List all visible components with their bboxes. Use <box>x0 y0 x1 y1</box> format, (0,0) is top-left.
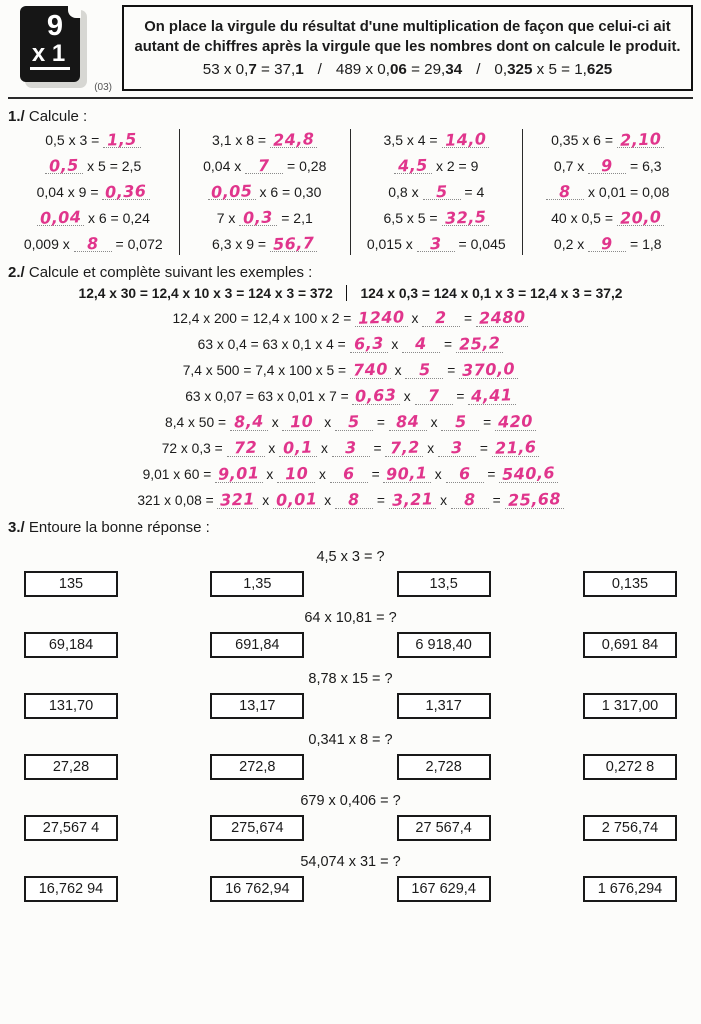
handwritten-answer: 740 <box>352 359 389 380</box>
choice-box: 13,5 <box>397 571 491 597</box>
handwritten-answer: 8 <box>86 233 99 254</box>
question-prompt: 0,341 x 8 = ? <box>308 732 393 748</box>
handwritten-answer: 8 <box>347 489 361 510</box>
answer-blank <box>505 489 564 510</box>
equation-text: = <box>488 493 505 508</box>
handwritten-answer: 0,01 <box>275 489 318 510</box>
rule-example-1: 53 x 0,7 = 37,1 <box>202 60 304 78</box>
handwritten-answer: 8 <box>558 181 572 202</box>
rule-box <box>122 5 693 91</box>
choice-box: 131,70 <box>24 693 118 719</box>
answer-blank <box>217 489 258 510</box>
answer-blank <box>546 181 584 202</box>
equation-text: 9,01 x 60 = <box>142 467 216 482</box>
equation-text: 63 x 0,07 = 63 x 0,01 x 7 = <box>185 389 353 404</box>
equation-text: = 0,28 <box>283 158 327 174</box>
equation-text: 0,8 x <box>388 184 423 200</box>
equation-text: x <box>258 493 273 508</box>
choice-box: 0,135 <box>583 571 677 597</box>
equation-text: x <box>262 467 278 482</box>
handwritten-answer: 25,68 <box>507 489 561 510</box>
choices-row <box>8 632 693 658</box>
section1-exercise-grid <box>8 129 693 255</box>
equation-text: 0,04 x <box>203 158 246 174</box>
handwritten-answer: 10 <box>289 411 314 432</box>
equation-text: 72 x 0,3 = <box>161 441 227 456</box>
equation-text: x <box>320 493 336 508</box>
handwritten-answer: 20,0 <box>619 207 662 228</box>
choice-box: 2 756,74 <box>583 815 677 841</box>
answer-blank <box>103 129 141 150</box>
exercise-row <box>353 208 520 228</box>
equation-text: 63 x 0,4 = 63 x 0,1 x 4 = <box>197 337 350 352</box>
answer-blank <box>355 307 408 328</box>
equation-text: = <box>443 363 460 378</box>
choice-box: 27 567,4 <box>397 815 491 841</box>
section1-title: 1./ Calcule : <box>8 108 88 125</box>
rule-example-2: 489 x 0,06 = 29,34 <box>335 60 463 78</box>
answer-blank <box>335 411 373 432</box>
handwritten-answer: 6 <box>342 463 355 484</box>
choices-row <box>8 693 693 719</box>
equation-text: x 2 = 9 <box>432 158 479 174</box>
exercise-row <box>353 130 520 150</box>
choice-box: 16,762 94 <box>24 876 118 902</box>
exercise-row <box>182 234 349 254</box>
exercise-line <box>8 411 693 432</box>
answer-blank <box>385 437 423 458</box>
choice-box: 1,35 <box>210 571 304 597</box>
handwritten-answer: 25,2 <box>458 333 501 354</box>
equation-text: 6,3 x 9 = <box>212 236 270 252</box>
choices-row <box>8 876 693 902</box>
answer-blank <box>438 437 476 458</box>
answer-blank <box>270 233 317 254</box>
answer-blank <box>495 411 536 432</box>
handwritten-answer: 3,21 <box>391 489 434 510</box>
exercise-row <box>182 130 349 150</box>
answer-blank <box>451 489 489 510</box>
answer-blank <box>499 463 558 484</box>
handwritten-answer: 5 <box>435 181 448 202</box>
rule-text: On place la virgule du résultat d'une multiplication de façon que celui-ci ait autant de chiffres après la virgule que les nombres dont on calcule le produit. <box>134 19 681 55</box>
lesson-card-area <box>8 5 112 91</box>
handwritten-answer: 9 <box>601 155 614 176</box>
question-block <box>8 610 693 658</box>
answer-blank <box>279 437 317 458</box>
handwritten-answer: 56,7 <box>272 233 315 254</box>
handwritten-answer: 4,5 <box>397 155 429 176</box>
equation-text: 3,1 x 8 = <box>212 132 270 148</box>
answer-blank <box>389 411 427 432</box>
handwritten-answer: 2 <box>435 307 448 328</box>
handwritten-answer: 14,0 <box>444 129 487 150</box>
exercise-row <box>525 182 692 202</box>
lesson-reference-number: (03) <box>94 82 112 93</box>
equation-text: x <box>317 441 332 456</box>
answer-blank <box>423 181 461 202</box>
question-prompt: 679 x 0,406 = ? <box>300 793 401 809</box>
answer-blank <box>270 129 317 150</box>
handwritten-answer: 90,1 <box>386 463 429 484</box>
equation-text: = 1,8 <box>626 236 662 252</box>
section2-exercise-lines <box>8 307 693 510</box>
answer-blank <box>468 385 515 406</box>
equation-text: x <box>423 441 439 456</box>
handwritten-answer: 0,04 <box>39 207 82 228</box>
handwritten-answer: 4 <box>414 333 428 354</box>
question-prompt: 4,5 x 3 = ? <box>316 549 385 565</box>
answer-blank <box>389 489 436 510</box>
handwritten-answer: 9,01 <box>217 463 260 484</box>
exercise-row <box>525 234 692 254</box>
answer-blank <box>617 129 664 150</box>
equation-text: x 6 = 0,24 <box>84 210 150 226</box>
equation-text: x 5 = 2,5 <box>83 158 142 174</box>
exercise-row <box>10 208 177 228</box>
handwritten-answer: 0,36 <box>105 181 148 202</box>
equation-text: x <box>315 467 330 482</box>
exercise-row <box>353 234 520 254</box>
exercise-line <box>8 437 693 458</box>
choice-box: 1,317 <box>397 693 491 719</box>
answer-blank <box>335 489 373 510</box>
exercise-row <box>182 156 349 176</box>
worked-example-1: 12,4 x 30 = 12,4 x 10 x 3 = 124 x 3 = 372 <box>78 285 333 301</box>
answer-blank <box>446 463 484 484</box>
equation-text: 0,015 x <box>366 236 417 252</box>
handwritten-answer: 6 <box>458 463 471 484</box>
handwritten-answer: 0,05 <box>210 181 253 202</box>
equation-text: 0,2 x <box>553 236 589 252</box>
answer-blank <box>588 155 626 176</box>
handwritten-answer: 10 <box>284 463 309 484</box>
section3-title: 3./ Entoure la bonne réponse : <box>8 519 210 536</box>
equation-text: 7,4 x 500 = 7,4 x 100 x 5 = <box>182 363 350 378</box>
exercise-line <box>8 463 693 484</box>
rule-example-3: 0,325 x 5 = 1,625 <box>494 60 613 78</box>
choices-row <box>8 571 693 597</box>
exercise-line <box>8 307 693 328</box>
equation-text: x <box>390 363 406 378</box>
choice-box: 69,184 <box>24 632 118 658</box>
exercise-line <box>8 333 693 354</box>
exercise-column <box>350 129 522 255</box>
equation-text: 0,009 x <box>23 236 74 252</box>
exercise-row <box>10 156 177 176</box>
choice-box: 0,272 8 <box>583 754 677 780</box>
question-prompt: 8,78 x 15 = ? <box>308 671 393 687</box>
handwritten-answer: 321 <box>220 489 256 510</box>
equation-text: x <box>320 415 336 430</box>
answer-blank <box>239 207 277 228</box>
equation-text: = <box>460 311 476 326</box>
exercise-row <box>10 130 177 150</box>
exercise-line <box>8 359 693 380</box>
handwritten-answer: 420 <box>497 411 534 432</box>
answer-blank <box>230 411 268 432</box>
handwritten-answer: 1,5 <box>106 129 138 150</box>
equation-text: x 0,01 = 0,08 <box>584 184 670 200</box>
equation-text: 0,7 x <box>553 158 589 174</box>
equation-text: = <box>373 493 389 508</box>
handwritten-answer: 0,5 <box>49 155 80 176</box>
answer-blank <box>102 181 149 202</box>
exercise-column <box>8 129 179 255</box>
example-divider <box>346 285 348 301</box>
equation-text: 12,4 x 200 = 12,4 x 100 x 2 = <box>172 311 356 326</box>
exercise-row <box>525 130 692 150</box>
equation-text: x <box>426 415 442 430</box>
equation-text: = 0,045 <box>454 236 506 252</box>
handwritten-answer: 1240 <box>357 307 405 328</box>
handwritten-answer: 7 <box>258 155 271 176</box>
answer-blank <box>492 437 539 458</box>
answer-blank <box>350 333 388 354</box>
equation-text: x <box>407 311 423 326</box>
choices-row <box>8 815 693 841</box>
equation-text: 40 x 0,5 = <box>551 210 617 226</box>
answer-blank <box>330 463 368 484</box>
handwritten-answer: 7,2 <box>389 437 420 458</box>
answer-blank <box>417 233 455 254</box>
answer-blank <box>415 385 453 406</box>
answer-blank <box>273 489 320 510</box>
section3-questions <box>8 549 693 902</box>
exercise-row <box>182 208 349 228</box>
equation-text: x <box>387 337 403 352</box>
choice-box: 275,674 <box>210 815 304 841</box>
handwritten-answer: 32,5 <box>444 207 487 228</box>
equation-text: = 4 <box>460 184 485 200</box>
handwritten-answer: 370,0 <box>461 359 516 380</box>
exercise-column <box>522 129 694 255</box>
answer-blank <box>245 155 283 176</box>
choice-box: 2,728 <box>397 754 491 780</box>
answer-blank <box>402 333 440 354</box>
answer-blank <box>383 463 430 484</box>
equation-text: x <box>399 389 415 404</box>
handwritten-answer: 5 <box>418 359 431 380</box>
worksheet-header <box>8 5 693 99</box>
exercise-row <box>525 156 692 176</box>
equation-text: 6,5 x 5 = <box>383 210 442 226</box>
question-prompt: 54,074 x 31 = ? <box>300 854 401 870</box>
equation-text: x <box>436 493 451 508</box>
handwritten-answer: 4,41 <box>470 385 514 406</box>
question-prompt: 64 x 10,81 = ? <box>304 610 397 626</box>
handwritten-answer: 3 <box>450 437 464 458</box>
answer-blank <box>441 411 479 432</box>
section2-title: 2./ Calcule et complète suivant les exemples : <box>8 264 313 281</box>
answer-blank <box>227 437 265 458</box>
choice-box: 6 918,40 <box>397 632 491 658</box>
section2-worked-examples <box>8 285 693 301</box>
equation-text: = <box>373 415 389 430</box>
choice-box: 691,84 <box>210 632 304 658</box>
exercise-line <box>8 385 693 406</box>
answer-blank <box>74 233 112 254</box>
question-block <box>8 671 693 719</box>
choice-box: 13,17 <box>210 693 304 719</box>
question-block <box>8 732 693 780</box>
handwritten-answer: 21,6 <box>494 437 537 458</box>
answer-blank <box>332 437 370 458</box>
handwritten-answer: 0,3 <box>243 207 274 228</box>
answer-blank <box>208 181 255 202</box>
handwritten-answer: 2480 <box>478 307 526 328</box>
handwritten-answer: 5 <box>347 411 361 432</box>
equation-text: = <box>367 467 384 482</box>
answer-blank <box>422 307 460 328</box>
answer-blank <box>277 463 315 484</box>
answer-blank <box>588 233 626 254</box>
flashcard-top-number: 9 <box>46 10 64 42</box>
choice-box: 135 <box>24 571 118 597</box>
exercise-row <box>525 208 692 228</box>
choice-box: 16 762,94 <box>210 876 304 902</box>
handwritten-answer: 9 <box>601 233 614 254</box>
handwritten-answer: 84 <box>395 411 420 432</box>
exercise-row <box>182 182 349 202</box>
choice-box: 1 317,00 <box>583 693 677 719</box>
equation-text: = 2,1 <box>277 210 313 226</box>
equation-text: x <box>264 441 280 456</box>
equation-text: = <box>440 337 456 352</box>
handwritten-answer: 24,8 <box>272 129 315 150</box>
equation-text: = <box>483 467 500 482</box>
answer-blank <box>442 207 489 228</box>
equation-text: = 0,072 <box>111 236 163 252</box>
equation-text: x <box>430 467 446 482</box>
handwritten-answer: 7 <box>427 385 440 406</box>
handwritten-answer: 6,3 <box>353 333 384 354</box>
equation-text: = 6,3 <box>626 158 662 174</box>
rule-examples <box>132 61 683 78</box>
handwritten-answer: 72 <box>233 437 258 458</box>
answer-blank <box>442 129 489 150</box>
handwritten-answer: 0,63 <box>355 385 398 406</box>
answer-blank <box>45 155 83 176</box>
answer-blank <box>282 411 320 432</box>
question-block <box>8 549 693 597</box>
exercise-line <box>8 489 693 510</box>
exercise-row <box>353 156 520 176</box>
handwritten-answer: 5 <box>454 411 467 432</box>
choice-box: 27,28 <box>24 754 118 780</box>
exercise-row <box>353 182 520 202</box>
handwritten-answer: 8,4 <box>233 411 265 432</box>
flashcard-bottom-number: x 1 <box>30 41 70 70</box>
exercise-row <box>10 234 177 254</box>
choice-box: 272,8 <box>210 754 304 780</box>
answer-blank <box>215 463 262 484</box>
equation-text: 0,35 x 6 = <box>551 132 617 148</box>
exercise-column <box>179 129 351 255</box>
handwritten-answer: 2,10 <box>619 129 662 150</box>
equation-text: = <box>452 389 469 404</box>
answer-blank <box>37 207 84 228</box>
answer-blank <box>405 359 443 380</box>
question-block <box>8 854 693 902</box>
equation-text: 3,5 x 4 = <box>383 132 442 148</box>
exercise-row <box>10 182 177 202</box>
handwritten-answer: 540,6 <box>501 463 556 484</box>
answer-blank <box>617 207 664 228</box>
handwritten-answer: 3 <box>429 233 442 254</box>
equation-text: 7 x <box>216 210 240 226</box>
equation-text: 321 x 0,08 = <box>137 493 218 508</box>
choice-box: 0,691 84 <box>583 632 677 658</box>
choice-box: 167 629,4 <box>397 876 491 902</box>
answer-blank <box>350 359 391 380</box>
handwritten-answer: 8 <box>463 489 476 510</box>
equation-text: 0,04 x 9 = <box>36 184 103 200</box>
choice-box: 27,567 4 <box>24 815 118 841</box>
multiplication-flashcard <box>20 6 80 82</box>
equation-text: = <box>479 415 496 430</box>
question-block <box>8 793 693 841</box>
answer-blank <box>352 385 399 406</box>
equation-text: 0,5 x 3 = <box>45 132 104 148</box>
equation-text: = <box>476 441 492 456</box>
choices-row <box>8 754 693 780</box>
example-separator: / <box>476 60 481 78</box>
choice-box: 1 676,294 <box>583 876 677 902</box>
answer-blank <box>456 333 503 354</box>
equation-text: = <box>369 441 386 456</box>
example-separator: / <box>317 60 322 78</box>
worked-example-2: 124 x 0,3 = 124 x 0,1 x 3 = 12,4 x 3 = 37,2 <box>360 285 623 301</box>
handwritten-answer: 3 <box>344 437 357 458</box>
equation-text: 8,4 x 50 = <box>165 415 230 430</box>
equation-text: x 6 = 0,30 <box>255 184 322 200</box>
answer-blank <box>476 307 529 328</box>
answer-blank <box>394 155 432 176</box>
handwritten-answer: 0,1 <box>282 437 314 458</box>
equation-text: x <box>267 415 283 430</box>
answer-blank <box>459 359 518 380</box>
